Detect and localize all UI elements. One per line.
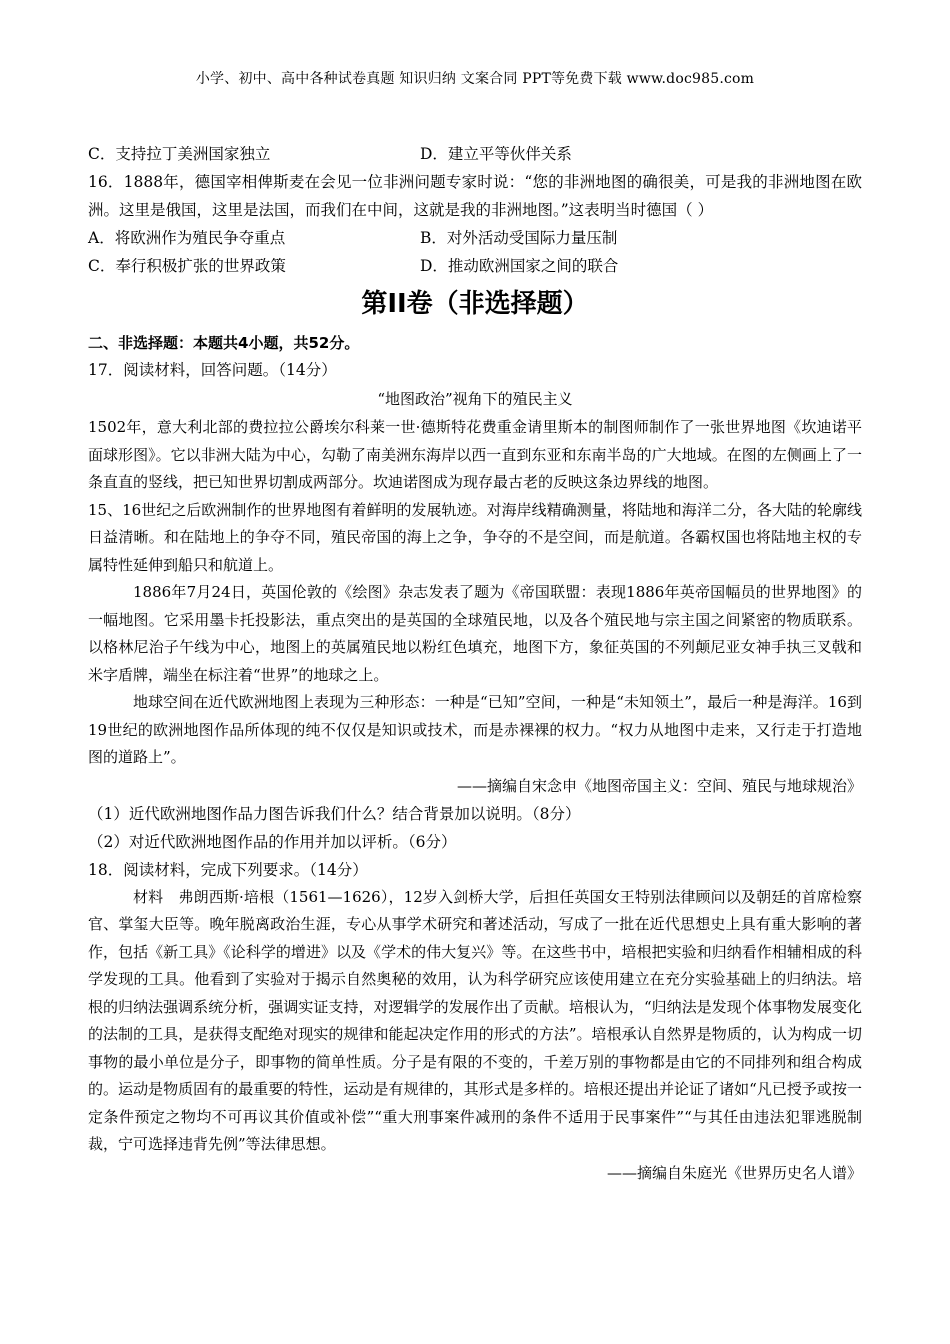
q17-paragraph-1: 1502年，意大利北部的费拉拉公爵埃尔科莱一世·德斯特花费重金请里斯本的制图师制作了一张世界地图《坎迪诺平面球形图》。它以非洲大陆为中心，勾勒了南美洲东海岸以西一直到东亚和东南半岛的广大地域。在图的左侧画上了一条直直的竖线，把已知世界切割成两部分。坎迪诺图成为现存最古老的反映这条边界线的地图。: [88, 418, 862, 491]
part-heading: 二、非选择题：本题共4小题，共52分。: [88, 334, 360, 352]
q17-paragraph-3: 1886年7月24日，英国伦敦的《绘图》杂志发表了题为《帝国联盟：表现1886年英帝国幅员的世界地图》的一幅地图。它采用墨卡托投影法，重点突出的是英国的全球殖民地，以及各个殖民地与宗主国之间紧密的物质联系。以格林尼治子午线为中心，地图上的英属殖民地以粉红色填充，地图下方，象征英国的不列颠尼亚女神手执三叉戟和米字盾牌，端坐在标注着“世界”的地球之上。: [88, 583, 862, 684]
q15-options-cd: [88, 140, 862, 168]
q17-subquestion-1: （1）近代欧洲地图作品力图告诉我们什么？结合背景加以说明。（8分）: [88, 804, 581, 823]
q16-stem: 16．1888年，德国宰相俾斯麦在会见一位非洲问题专家时说：“您的非洲地图的确很美，可是我的非洲地图在欧洲。这里是俄国，这里是法国，而我们在中间，这就是我的非洲地图。”这表明当时德国（ ）: [88, 173, 862, 219]
q15-option-d: D．建立平等伙伴关系: [420, 145, 572, 163]
q17-paragraph-2: 15、16世纪之后欧洲制作的世界地图有着鲜明的发展轨迹。对海岸线精确测量，将陆地和海洋二分，各大陆的轮廓线日益清晰。和在陆地上的争夺不同，殖民帝国的海上之争，争夺的不是空间，而是航道。各霸权国也将陆地主权的专属特性延伸到船只和航道上。: [88, 500, 862, 574]
q16-options-cd: [88, 252, 862, 280]
q16-option-b: B．对外活动受国际力量压制: [420, 229, 618, 247]
q16-option-d: D．推动欧洲国家之间的联合: [420, 257, 619, 275]
q15-option-c: C．支持拉丁美洲国家独立: [88, 145, 271, 163]
q18-material: 材料 弗朗西斯·培根（1561—1626），12岁入剑桥大学，后担任英国女王特别法律顾问以及朝廷的首席检察官、掌玺大臣等。晚年脱离政治生涯，专心从事学术研究和著述活动，写成了一批在近代思想史上具有重大影响的著作，包括《新工具》《论科学的增进》以及《学术的伟大复兴》等。在这些书中，培根把实验和归纳看作相辅相成的科学发现的工具。他看到了实验对于揭示自然奥秘的效用，认为科学研究应该使用建立在充分实验基础上的归纳法。培根的归纳法强调系统分析，强调实证支持，对逻辑学的发展作出了贡献。培根认为，“归纳法是发现个体事物发展变化的法制的工具，是获得支配绝对现实的规律和能起决定作用的形式的方法”。培根承认自然界是物质的，认为构成一切事物的最小单位是分子，即事物的简单性质。分子是有限的不变的，千差万别的事物都是由它的不同排列和组合构成的。运动是物质固有的最重要的特性，运动是有规律的，其形式是多样的。培根还提出并论证了诸如“凡已授予或按一定条件预定之物均不可再议其价值或补偿”“重大刑事案件减刑的条件不适用于民事案件”“与其任由违法犯罪逃脱制裁，宁可选择违背先例”等法律思想。: [88, 887, 862, 1153]
q17-source: ——摘编自宋念申《地图帝国主义：空间、殖民与地球规治》: [456, 776, 862, 795]
q17-stem: 17．阅读材料，回答问题。（14分）: [88, 361, 337, 379]
q18-source: ——摘编自朱庭光《世界历史名人谱》: [606, 1163, 862, 1182]
q16-option-c: C．奉行积极扩张的世界政策: [88, 257, 286, 275]
q17-material-title: “地图政治”视角下的殖民主义: [377, 390, 573, 408]
page-header: 小学、初中、高中各种试卷真题 知识归纳 文案合同 PPT等免费下载 www.doc985.com: [195, 71, 755, 87]
exam-content: [88, 140, 862, 1187]
q16-options-ab: [88, 224, 862, 252]
section-title: 第II卷（非选择题）: [361, 289, 589, 319]
q16-option-a: A．将欧洲作为殖民争夺重点: [88, 229, 286, 247]
q17-paragraph-4: 地球空间在近代欧洲地图上表现为三种形态：一种是“已知”空间，一种是“未知领土”，最后一种是海洋。16到19世纪的欧洲地图作品所体现的纯不仅仅是知识或技术，而是赤裸裸的权力。“权力从地图中走来，又行走于打造地图的道路上”。: [88, 693, 862, 766]
q17-subquestion-2: （2）对近代欧洲地图作品的作用并加以评析。（6分）: [88, 832, 457, 851]
q18-stem: 18．阅读材料，完成下列要求。（14分）: [88, 860, 368, 879]
